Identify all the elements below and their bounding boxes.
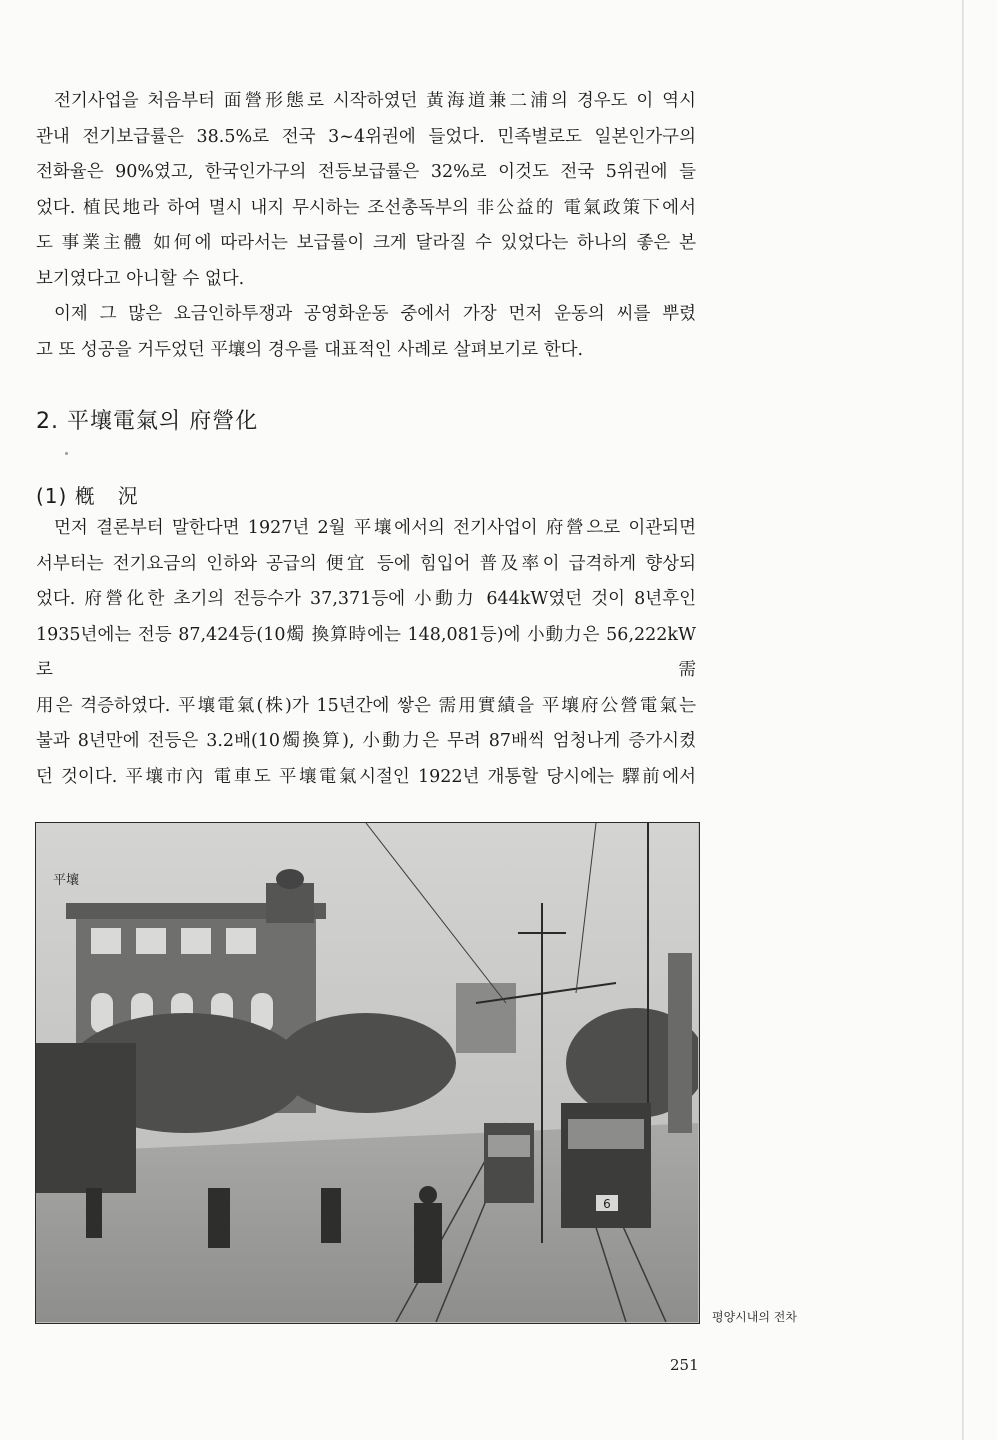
tram-photo-illustration: [36, 823, 698, 1322]
body-text-bottom: [36, 511, 696, 795]
paragraph-2: [36, 297, 696, 333]
tram-number: 6: [603, 1197, 611, 1211]
line: 서부터는 전기요금의 인하와 공급의 便宜 등에 힘입어 普及率이 급격하게 향상되: [36, 553, 696, 574]
paragraph-1: [36, 84, 696, 262]
paragraph-3: [36, 511, 696, 795]
line: 던 것이다. 平壤市內 電車도 平壤電氣시절인 1922년 개통할 당시에는 驛前에서: [36, 766, 696, 787]
line: 이제 그 많은 요금인하투쟁과 공영화운동 중에서 가장 먼저 운동의 씨를 뿌렸: [54, 304, 696, 324]
subsection-heading: [36, 480, 139, 509]
subsection-number: (1): [36, 484, 68, 508]
subsection-word: 槪: [74, 484, 96, 508]
line: 보기였다고 아니할 수 없다.: [36, 268, 245, 289]
line: 었다. 植民地라 하여 멸시 내지 무시하는 조선총독부의 非公益的 電氣政策下에서: [36, 197, 696, 218]
line: 었다. 府營化한 초기의 전등수가 37,371등에 小動力 644kW였던 것이 8년후인: [36, 589, 696, 609]
page-number: 251: [670, 1356, 699, 1374]
line: 1935년에는 전등 87,424등(10燭 換算時에는 148,081등)에 小動力은 56,222kW로 需: [36, 624, 696, 680]
paragraph-1-end: [36, 262, 696, 298]
line: 불과 8년만에 전등은 3.2배(10燭換算), 小動力은 무려 87배씩 엄청나게 증가시켰: [36, 731, 696, 751]
tram-photo: [35, 822, 700, 1324]
line: 먼저 결론부터 말한다면 1927년 2월 平壤에서의 전기사업이 府營으로 이관되면: [54, 518, 696, 538]
paragraph-2-end: [36, 333, 696, 369]
line: 用은 격증하였다. 平壤電氣(株)가 15년간에 쌓은 需用實績을 平壤府公營電氣는: [36, 695, 696, 716]
line: 고 또 성공을 거두었던 平壤의 경우를 대표적인 사례로 살펴보기로 한다.: [36, 339, 584, 360]
photo-caption: 평양시내의 전차: [712, 1310, 797, 1324]
line: 전기사업을 처음부터 面營形態로 시작하였던 黃海道兼二浦의 경우도 이 역시: [54, 91, 696, 111]
line: 관내 전기보급률은 38.5%로 전국 3~4위권에 들었다. 민족별로도 일본인가구의: [36, 126, 696, 147]
print-speck: [65, 452, 68, 455]
photo-stamp: 平壤: [52, 873, 79, 888]
page-edge: [962, 0, 964, 1440]
section-heading: 2. 平壤電氣의 府營化: [36, 409, 259, 434]
subsection-word: 況: [117, 484, 139, 508]
line: 도 事業主體 如何에 따라서는 보급률이 크게 달라질 수 있었다는 하나의 좋은 본: [36, 233, 696, 253]
line: 전화율은 90%였고, 한국인가구의 전등보급률은 32%로 이것도 전국 5위권에 들: [36, 162, 696, 182]
body-text-top: [36, 84, 696, 368]
